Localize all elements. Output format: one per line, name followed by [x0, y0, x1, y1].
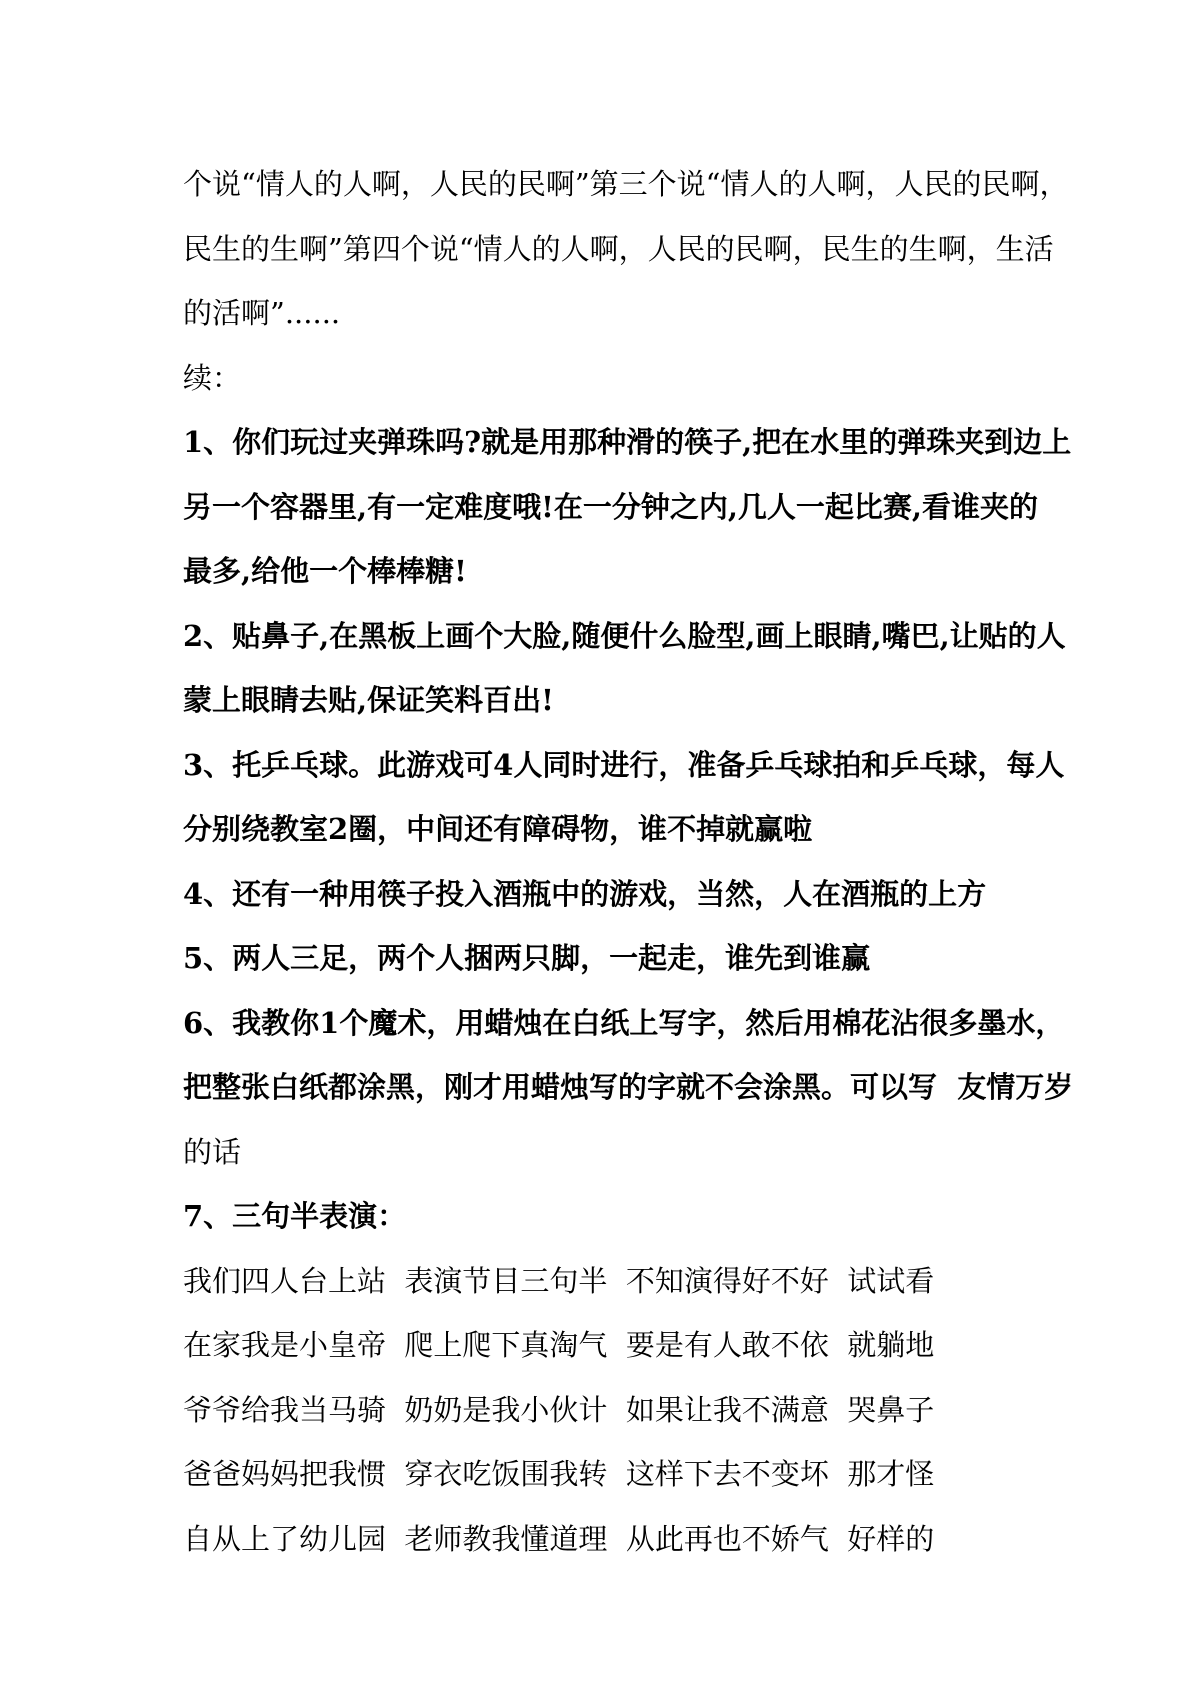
text-line: 4、还有一种用筷子投入酒瓶中的游戏，当然，人在酒瓶的上方: [183, 876, 987, 911]
text-line: 续：: [183, 360, 242, 395]
text-line: 3、托乒乓球。此游戏可4人同时进行，准备乒乓球拍和乒乓球，每人: [183, 747, 1065, 782]
text-line: 的话: [183, 1134, 242, 1169]
text-line: 5、两人三足，两个人捆两只脚，一起走，谁先到谁赢: [183, 941, 871, 975]
text-line: 1、你们玩过夹弹珠吗?就是用那种滑的筷子,把在水里的弹珠夹到边上: [183, 425, 1072, 459]
text-line: 自从上了幼儿园 老师教我懂道理 从此再也不娇气 好样的: [183, 1521, 935, 1556]
document-body: [183, 152, 1074, 1571]
text-line: 我们四人台上站 表演节目三句半 不知演得好不好 试试看: [183, 1263, 935, 1298]
text-line: 2、贴鼻子,在黑板上画个大脸,随便什么脸型,画上眼睛,嘴巴,让贴的人: [183, 618, 1066, 653]
text-line: 7、三句半表演：: [183, 1199, 407, 1233]
text-line: 在家我是小皇帝 爬上爬下真淘气 要是有人敢不依 就躺地: [183, 1328, 935, 1362]
text-line: 分别绕教室2圈，中间还有障碍物，谁不掉就赢啦: [183, 812, 813, 846]
text-line: 民生的生啊”第四个说“情人的人啊，人民的民啊，民生的生啊，生活: [183, 231, 1054, 266]
text-line: 的活啊”......: [183, 296, 341, 330]
text-line: 蒙上眼睛去贴,保证笑料百出!: [183, 683, 554, 717]
text-line: 最多,给他一个棒棒糖!: [183, 554, 467, 588]
text-line: 个说“情人的人啊，人民的民啊”第三个说“情人的人啊，人民的民啊，: [183, 167, 1069, 201]
text-line: 爷爷给我当马骑 奶奶是我小伙计 如果让我不满意 哭鼻子: [183, 1392, 935, 1427]
text-line: 另一个容器里,有一定难度哦!在一分钟之内,几人一起比赛,看谁夹的: [183, 489, 1039, 524]
text-line: 把整张白纸都涂黑，刚才用蜡烛写的字就不会涂黑。可以写 友情万岁: [183, 1070, 1074, 1104]
text-line: 爸爸妈妈把我惯 穿衣吃饭围我转 这样下去不变坏 那才怪: [183, 1457, 935, 1491]
text-line: 6、我教你1个魔术，用蜡烛在白纸上写字，然后用棉花沾很多墨水，: [183, 1005, 1065, 1040]
